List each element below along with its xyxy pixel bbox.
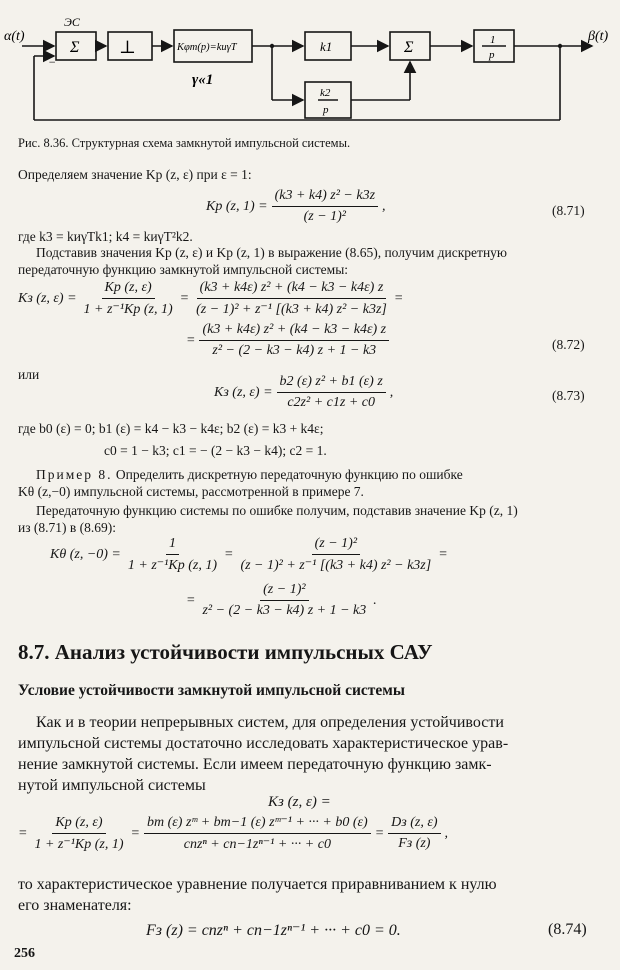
eq-number-8-72: (8.72) <box>552 337 585 352</box>
example-line2: Kθ (z,−0) импульсной системы, рассмотренной в примере 7. <box>18 484 364 499</box>
eqerr-frac3 <box>199 582 369 619</box>
eqgen-f1den: 1 + z⁻¹Kр (z, 1) <box>34 836 124 852</box>
shaper-label: Kφт(p)=kиγT <box>177 42 237 53</box>
para2-line1: то характеристическое уравнение получается приравниванием к нулю <box>18 876 497 893</box>
k2-num: k2 <box>320 87 331 99</box>
example-line1 <box>36 466 463 483</box>
equation-general <box>18 814 448 853</box>
eqerr-frac2 <box>237 536 434 574</box>
figure-caption <box>18 136 350 151</box>
es-label: ЭС <box>64 15 80 29</box>
text-2b: передаточную функцию замкнутой импульсной системы: <box>18 262 349 277</box>
eqerr-f2den: (z − 1)² + z⁻¹ [(k3 + k4) z² − k3z] <box>240 558 432 573</box>
example-text1: Определить дискретную передаточную функцию по ошибке <box>115 467 463 482</box>
eq872-eq2: = <box>393 291 404 306</box>
para1-line3: нение замкнутой системы. Если имеем передаточную функцию замк- <box>18 756 492 773</box>
equation-8-73 <box>214 374 393 411</box>
page-number: 256 <box>14 946 35 961</box>
eqgen-tail: , <box>444 825 449 841</box>
gamma-note: γ«1 <box>192 72 214 88</box>
eqgen-f2num: bm (ε) zᵐ + bm−1 (ε) zᵐ⁻¹ + ··· + b0 (ε) <box>144 814 371 834</box>
eq873-lhs: Kз (z, ε) = <box>214 384 273 400</box>
caption-prefix: Рис. 8.36. <box>18 136 69 150</box>
where-1: где k3 = kиγTk1; k4 = kиγT²k2. <box>18 229 193 244</box>
input-label: α(t) <box>4 29 25 44</box>
eq872-f3num: (k3 + k4ε) z² + (k4 − k3 − k4ε) z <box>199 322 389 341</box>
block-diagram <box>0 0 620 130</box>
eqerr-f2num: (z − 1)² <box>312 536 360 555</box>
para1-line1: Как и в теории непрерывных систем, для определения устойчивости <box>36 714 504 731</box>
eqgen-lead: = <box>18 825 28 841</box>
para2-line2: его знаменателя: <box>18 897 132 914</box>
text-3a: Передаточную функцию системы по ошибке получим, подставив значение Kр (z, 1) <box>36 503 518 518</box>
output-label: β(t) <box>588 29 609 44</box>
or-word: или <box>18 367 40 382</box>
para1-line4: нутой импульсной системы <box>18 777 206 794</box>
subsection-heading: Условие устойчивости замкнутой импульсной системы <box>18 682 405 699</box>
para1-line2: импульсной системы достаточно исследовать характеристическое урав- <box>18 735 509 752</box>
eq873-frac <box>277 374 386 411</box>
eq872-frac2 <box>193 280 390 318</box>
eq871-lhs: Kр (z, 1) = <box>206 198 268 214</box>
eq872-f1den: 1 + z⁻¹Kр (z, 1) <box>83 302 173 317</box>
eq872-eq: = <box>179 291 190 306</box>
eqgen-eq: = <box>130 825 140 841</box>
eq872-frac1 <box>81 280 176 318</box>
equation-8-72-line1 <box>18 280 403 318</box>
equation-error-line1 <box>50 536 448 574</box>
equation-8-72-line2: = $\frac{\text{(k3 + k4ε) z² + (k4 − k3 − k4ε) z}}{\text{z² − (2 − k3 − k4) z + 1 − k3}}$ <box>186 322 393 359</box>
text-1: Определяем значение Kр (z, ε) при ε = 1: <box>18 167 252 182</box>
eqerr-eq2: = <box>438 547 448 562</box>
eqgen-frac1 <box>31 815 126 853</box>
caption-text: Структурная схема замкнутой импульсной системы. <box>71 136 351 150</box>
where-2a: где b0 (ε) = 0; b1 (ε) = k4 − k3 − k4ε; b2 (ε) = k3 + k4ε; <box>18 421 324 436</box>
text-2a: Подставив значения Kр (z, ε) и Kр (z, 1) в выражение (8.65), получим дискретную <box>36 245 508 260</box>
eqgen-head: Kз (z, ε) = <box>268 794 331 810</box>
eqgen-f3num: Dз (z, ε) <box>388 815 440 834</box>
eq872-f3den: z² − (2 − k3 − k4) z + 1 − k3 <box>212 343 377 358</box>
eq-number-8-71: (8.71) <box>552 203 585 218</box>
k1-label: k1 <box>320 39 333 54</box>
equation-8-74: Fз (z) = cnzⁿ + cn−1zⁿ⁻¹ + ··· + c0 = 0. <box>146 922 401 939</box>
eqerr-lhs: Kθ (z, −0) = <box>50 547 121 562</box>
eq872-frac3 <box>199 322 389 359</box>
eq872-lhs: Kз (z, ε) = <box>18 291 77 306</box>
eq-number-8-74: (8.74) <box>548 921 587 938</box>
eq872-f2den: (z − 1)² + z⁻¹ [(k3 + k4) z² − k3z] <box>196 302 387 317</box>
eqerr-tail: . <box>373 592 377 608</box>
int-num: 1 <box>490 34 496 46</box>
pulse-symbol: ⊥ <box>119 37 136 57</box>
eq-number-8-73: (8.73) <box>552 388 585 403</box>
text-3b: из (8.71) в (8.69): <box>18 520 117 535</box>
sum1-symbol: Σ <box>70 39 80 56</box>
eq871-tail: , <box>382 198 386 214</box>
eqerr-eq: = <box>223 547 234 562</box>
eq871-den: (z − 1)² <box>303 209 346 224</box>
int-den: p <box>489 49 495 61</box>
eq872-f1num: Kр (z, ε) <box>102 280 155 299</box>
eqgen-f3den: Fз (z) <box>398 836 431 851</box>
eq871-num: (k3 + k4) z² − k3z <box>272 188 378 207</box>
eqgen-frac3 <box>388 815 440 852</box>
eq871-frac <box>272 188 378 225</box>
eqerr-f3num: (z − 1)² <box>260 582 308 601</box>
equation-8-71 <box>206 188 386 225</box>
eqerr-f1num: 1 <box>166 536 179 555</box>
eq872-f2num: (k3 + k4ε) z² + (k4 − k3 − k4ε) z <box>197 280 387 299</box>
section-heading: 8.7. Анализ устойчивости импульсных САУ <box>18 640 433 664</box>
eqgen-f1num: Kр (z, ε) <box>52 815 105 834</box>
equation-error-line2: = $\frac{\text{(z − 1)²}}{\text{z² − (2 − k3 − k4) z + 1 − k3}}$ . <box>186 582 377 618</box>
eqerr-frac1 <box>125 536 220 574</box>
paragraph-2 <box>18 874 497 916</box>
eqerr-f1den: 1 + z⁻¹Kр (z, 1) <box>127 558 217 573</box>
example-label: Пример 8. <box>36 467 113 482</box>
k2-den: p <box>323 104 329 116</box>
paragraph-1 <box>18 712 508 796</box>
sum2-symbol: Σ <box>404 39 414 56</box>
eqerr-f3den: z² − (2 − k3 − k4) z + 1 − k3 <box>202 603 367 618</box>
minus-sign: − <box>48 55 57 69</box>
eqgen-frac2 <box>144 814 371 853</box>
eq873-den: c2z² + c1z + c0 <box>287 395 375 410</box>
eqgen-eq2: = <box>374 825 385 841</box>
eqgen-f2den: cnzⁿ + cn−1zⁿ⁻¹ + ··· + c0 <box>183 837 331 852</box>
eq873-tail: , <box>389 384 394 400</box>
eq873-num: b2 (ε) z² + b1 (ε) z <box>277 374 386 393</box>
where-2b: c0 = 1 − k3; c1 = − (2 − k3 − k4); c2 = 1. <box>104 443 327 458</box>
